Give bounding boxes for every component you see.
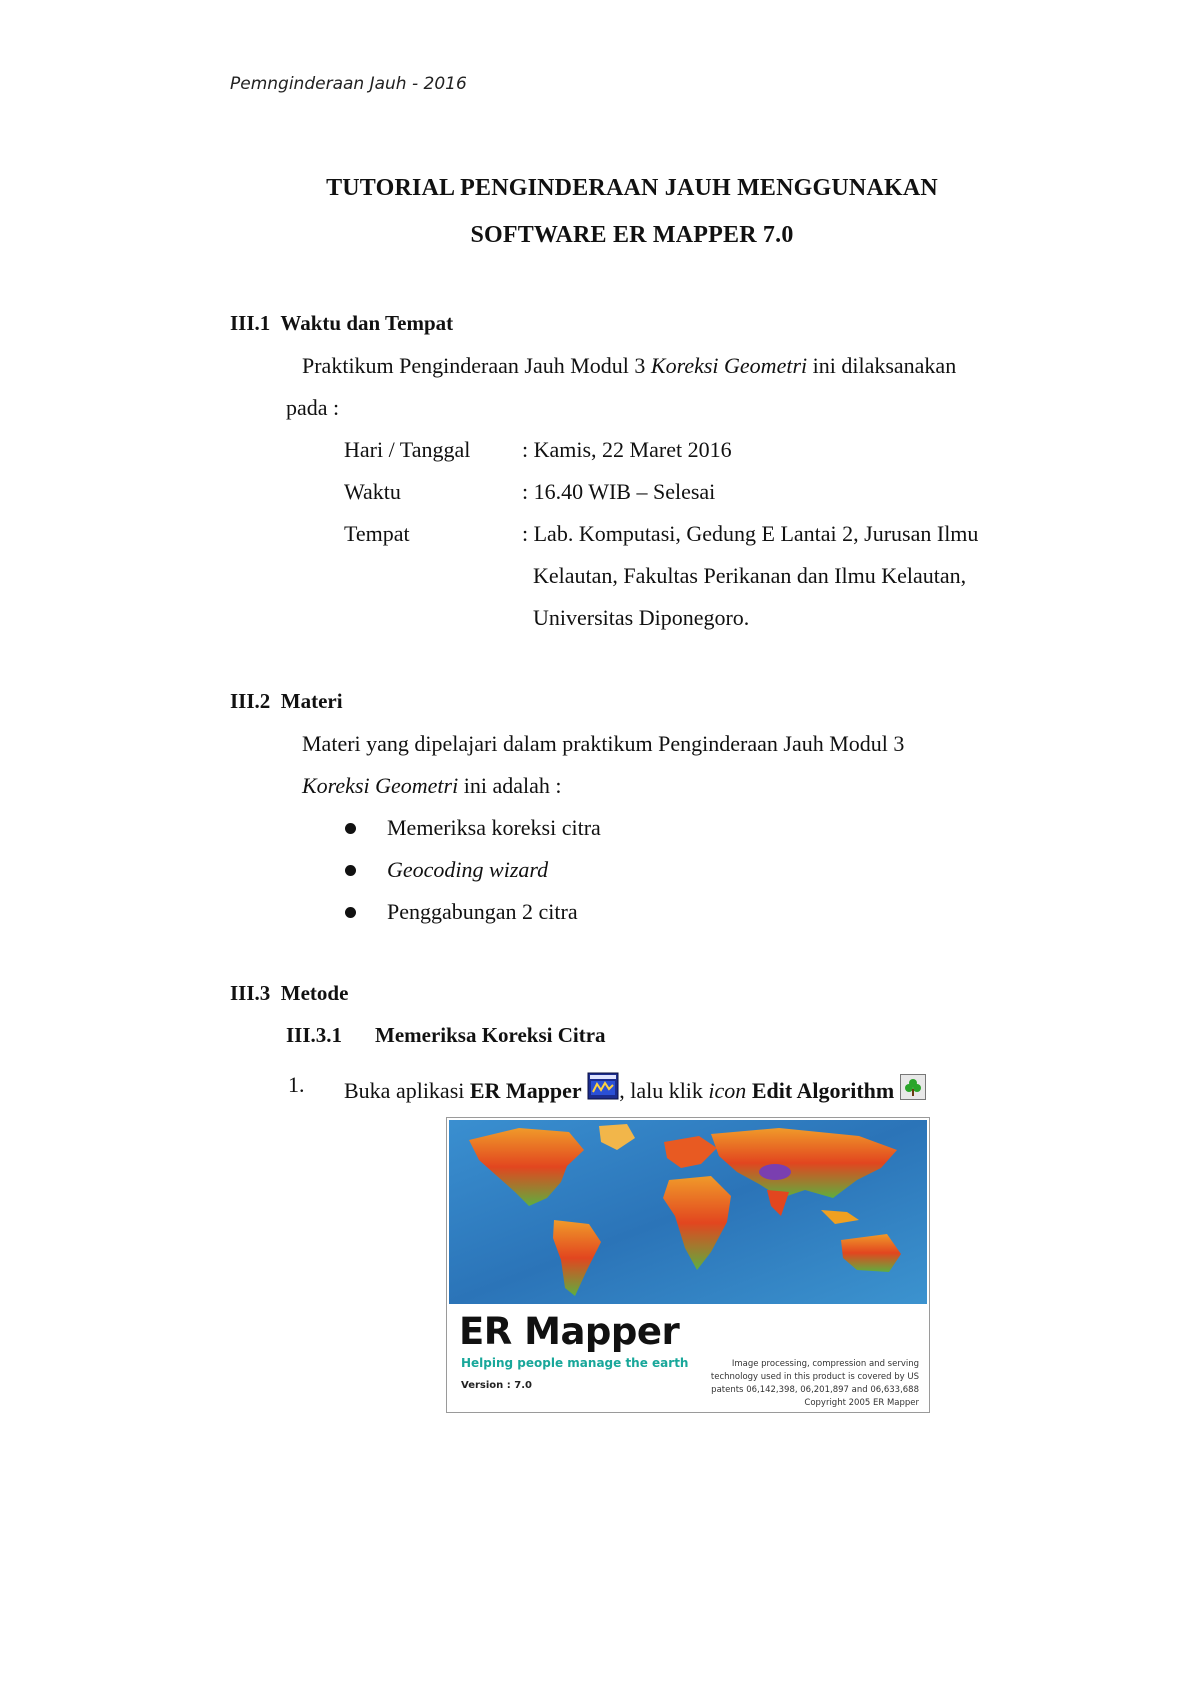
section-heading-materi: III.2 Materi <box>230 689 343 713</box>
section-heading-metode: III.3 Metode <box>230 981 349 1005</box>
value-waktu: : 16.40 WIB – Selesai <box>522 479 716 504</box>
label-tempat: Tempat <box>344 521 410 546</box>
section1-intro: Praktikum Penginderaan Jauh Modul 3 Koreksi Geometri ini dilaksanakan <box>302 353 957 378</box>
value-tempat-cont1: Kelautan, Fakultas Perikanan dan Ilmu Kelautan, <box>533 563 967 588</box>
value-hari-tanggal: : Kamis, 22 Maret 2016 <box>522 437 732 462</box>
bullet-icon <box>345 907 356 918</box>
bullet-icon <box>345 865 356 876</box>
edit-algorithm-icon[interactable] <box>900 1074 926 1106</box>
list-item-penggabungan: Penggabungan 2 citra <box>387 899 578 924</box>
value-tempat-cont2: Universitas Diponegoro. <box>533 605 750 630</box>
subsection-title: Memeriksa Koreksi Citra <box>375 1023 606 1047</box>
document-title-line2: SOFTWARE ER MAPPER 7.0 <box>470 222 794 248</box>
step-number: 1. <box>288 1072 305 1097</box>
step-text: Buka aplikasi ER Mapper , lalu klik icon Edit Algorithm <box>344 1072 926 1106</box>
list-item-geocoding: Geocoding wizard <box>387 857 549 882</box>
subsection-number: III.3.1 <box>286 1023 343 1047</box>
value-tempat: : Lab. Komputasi, Gedung E Lantai 2, Jurusan Ilmu <box>522 521 979 546</box>
splash-version: Version : 7.0 <box>461 1380 532 1391</box>
list-item-memeriksa: Memeriksa koreksi citra <box>387 815 601 840</box>
er-mapper-splash-screen <box>446 1117 930 1413</box>
section1-intro-cont: pada : <box>286 395 340 420</box>
world-map-image <box>449 1120 927 1304</box>
splash-legal-text: Image processing, compression and serving technology used in this product is covered by US patents 06,142,398, 06,201,897 and 06,633,688 Copyright 2005 ER Mapper <box>710 1359 919 1408</box>
bullet-icon <box>345 823 356 834</box>
section-heading-waktu-tempat: III.1 Waktu dan Tempat <box>230 311 454 335</box>
running-header: Pemnginderaan Jauh - 2016 <box>230 74 467 94</box>
er-mapper-app-icon[interactable] <box>587 1072 619 1106</box>
section2-intro-cont: Koreksi Geometri ini adalah : <box>302 773 562 798</box>
label-hari-tanggal: Hari / Tanggal <box>344 437 471 462</box>
splash-app-name: ER Mapper <box>459 1310 680 1353</box>
splash-tagline: Helping people manage the earth <box>461 1356 689 1370</box>
section2-intro: Materi yang dipelajari dalam praktikum Penginderaan Jauh Modul 3 <box>302 731 905 756</box>
label-waktu: Waktu <box>344 479 401 504</box>
document-title-line1: TUTORIAL PENGINDERAAN JAUH MENGGUNAKAN <box>326 175 938 201</box>
